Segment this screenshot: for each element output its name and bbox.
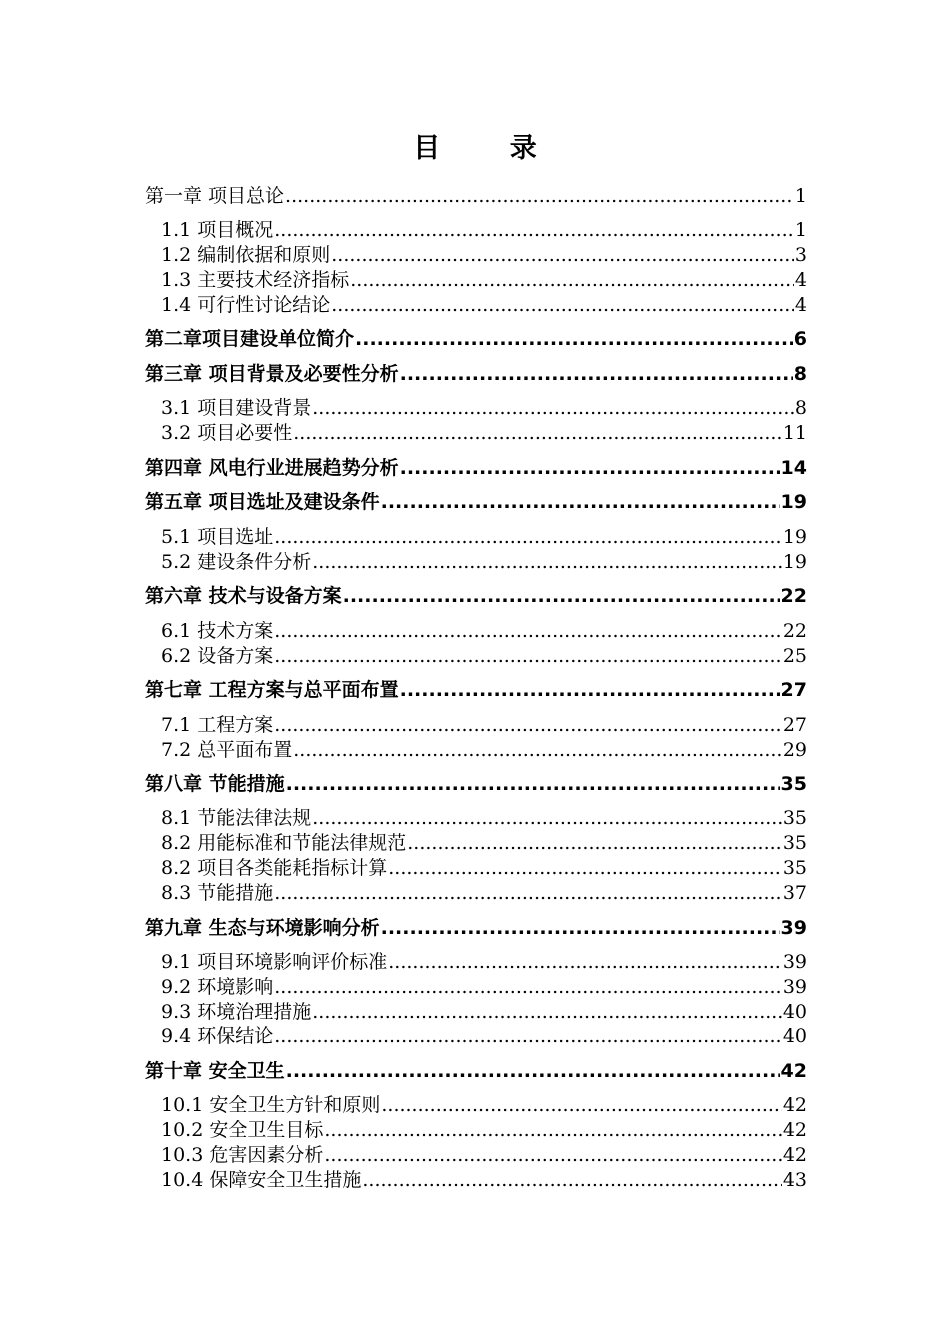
toc-page-number: 39 <box>780 917 807 939</box>
toc-section-entry[interactable] <box>161 525 807 549</box>
toc-page-number: 29 <box>782 739 807 761</box>
toc-dot-leader <box>286 1059 780 1083</box>
toc-dot-leader <box>355 327 793 351</box>
toc-section-entry[interactable] <box>161 421 807 445</box>
toc-dot-leader <box>407 831 782 855</box>
toc-dot-leader <box>324 1118 781 1142</box>
toc-page-number: 1 <box>794 185 807 207</box>
toc-entry-label: 第一章 项目总论 <box>145 185 285 207</box>
toc-page-number: 19 <box>782 551 807 573</box>
toc-chapter-entry[interactable] <box>145 584 807 608</box>
toc-chapter-entry[interactable] <box>145 456 807 480</box>
toc-dot-leader <box>312 396 794 420</box>
toc-dot-leader <box>388 856 782 880</box>
toc-dot-leader <box>324 1143 781 1167</box>
toc-page-number: 42 <box>780 1060 807 1082</box>
toc-page-number: 8 <box>794 397 807 419</box>
toc-entry-label: 5.2 建设条件分析 <box>161 551 312 573</box>
toc-section-entry[interactable] <box>161 881 807 905</box>
toc-page-number: 35 <box>782 857 807 879</box>
toc-entry-label: 9.1 项目环境影响评价标准 <box>161 951 388 973</box>
toc-page-number: 22 <box>780 585 807 607</box>
toc-chapter-entry[interactable] <box>145 678 807 702</box>
toc-section-entry[interactable] <box>161 1168 807 1192</box>
toc-dot-leader <box>331 243 794 267</box>
toc-page-number: 42 <box>782 1144 807 1166</box>
toc-dot-leader <box>274 975 782 999</box>
toc-entry-label: 3.1 项目建设背景 <box>161 397 312 419</box>
toc-page-number: 8 <box>793 363 807 385</box>
toc-dot-leader <box>285 184 794 208</box>
toc-page-number: 4 <box>794 269 807 291</box>
toc-entry-label: 8.3 节能措施 <box>161 882 274 904</box>
toc-dot-leader <box>293 421 782 445</box>
toc-dot-leader <box>274 644 782 668</box>
toc-dot-leader <box>362 1168 781 1192</box>
toc-entry-label: 10.1 安全卫生方针和原则 <box>161 1094 381 1116</box>
toc-entry-label: 1.1 项目概况 <box>161 219 274 241</box>
toc-entry-label: 8.2 项目各类能耗指标计算 <box>161 857 388 879</box>
toc-entry-label: 3.2 项目必要性 <box>161 422 293 444</box>
toc-section-entry[interactable] <box>161 806 807 830</box>
toc-section-entry[interactable] <box>161 550 807 574</box>
toc-entry-label: 6.1 技术方案 <box>161 620 274 642</box>
toc-entry-label: 第二章项目建设单位简介 <box>145 328 355 350</box>
toc-entry-label: 第九章 生态与环境影响分析 <box>145 917 380 939</box>
toc-entry-label: 第六章 技术与设备方案 <box>145 585 342 607</box>
toc-entry-label: 10.4 保障安全卫生措施 <box>161 1169 362 1191</box>
toc-dot-leader <box>286 772 780 796</box>
toc-page-number: 35 <box>780 773 807 795</box>
toc-dot-leader <box>400 362 793 386</box>
toc-dot-leader <box>312 1000 782 1024</box>
toc-dot-leader <box>400 678 780 702</box>
toc-page-number: 4 <box>794 294 807 316</box>
toc-page-number: 35 <box>782 807 807 829</box>
toc-entry-label: 1.3 主要技术经济指标 <box>161 269 350 291</box>
toc-page-number: 19 <box>780 491 807 513</box>
toc-section-entry[interactable] <box>161 1093 807 1117</box>
toc-dot-leader <box>274 1024 782 1048</box>
toc-section-entry[interactable] <box>161 1143 807 1167</box>
toc-section-entry[interactable] <box>161 619 807 643</box>
toc-dot-leader <box>274 525 782 549</box>
toc-entry-label: 6.2 设备方案 <box>161 645 274 667</box>
toc-section-entry[interactable] <box>161 856 807 880</box>
toc-page-number: 35 <box>782 832 807 854</box>
toc-entry-label: 8.1 节能法律法规 <box>161 807 312 829</box>
toc-dot-leader <box>400 456 780 480</box>
toc-section-entry[interactable] <box>161 218 807 242</box>
toc-page-number: 42 <box>782 1119 807 1141</box>
toc-page-number: 39 <box>782 976 807 998</box>
toc-section-entry[interactable] <box>161 396 807 420</box>
toc-entry-label: 7.2 总平面布置 <box>161 739 293 761</box>
toc-section-entry[interactable] <box>161 975 807 999</box>
toc-chapter-entry[interactable] <box>145 327 807 351</box>
toc-dot-leader <box>274 619 782 643</box>
toc-chapter-entry[interactable] <box>145 1059 807 1083</box>
toc-entry-label: 第八章 节能措施 <box>145 773 285 795</box>
toc-section-entry[interactable] <box>161 1024 807 1048</box>
toc-section-entry[interactable] <box>161 950 807 974</box>
toc-chapter-entry[interactable] <box>145 490 807 514</box>
toc-page-number: 40 <box>782 1025 807 1047</box>
toc-chapter-entry[interactable] <box>145 772 807 796</box>
toc-page-number: 14 <box>780 457 807 479</box>
toc-entry-label: 8.2 用能标准和节能法律规范 <box>161 832 407 854</box>
toc-entry-label: 第五章 项目选址及建设条件 <box>145 491 380 513</box>
toc-page-number: 40 <box>782 1001 807 1023</box>
toc-entry-label: 第三章 项目背景及必要性分析 <box>145 363 399 385</box>
toc-dot-leader <box>388 950 782 974</box>
toc-dot-leader <box>381 916 780 940</box>
toc-section-entry[interactable] <box>161 243 807 267</box>
toc-dot-leader <box>331 293 794 317</box>
toc-dot-leader <box>381 490 780 514</box>
toc-section-entry[interactable] <box>161 644 807 668</box>
toc-entry-label: 1.2 编制依据和原则 <box>161 244 331 266</box>
toc-entry-label: 5.1 项目选址 <box>161 526 274 548</box>
toc-page-number: 11 <box>782 422 807 444</box>
toc-page-number: 22 <box>782 620 807 642</box>
toc-entry-label: 10.3 危害因素分析 <box>161 1144 324 1166</box>
toc-entry-label: 9.4 环保结论 <box>161 1025 274 1047</box>
toc-dot-leader <box>293 738 782 762</box>
toc-chapter-entry[interactable] <box>145 916 807 940</box>
toc-page-number: 25 <box>782 645 807 667</box>
toc-page-number: 37 <box>782 882 807 904</box>
toc-dot-leader <box>350 268 794 292</box>
toc-entry-label: 1.4 可行性讨论结论 <box>161 294 331 316</box>
toc-dot-leader <box>343 584 780 608</box>
toc-entry-label: 第四章 风电行业进展趋势分析 <box>145 457 399 479</box>
toc-page-number: 1 <box>794 219 807 241</box>
toc-section-entry[interactable] <box>161 713 807 737</box>
toc-dot-leader <box>274 218 794 242</box>
toc-chapter-entry[interactable] <box>145 184 807 208</box>
toc-chapter-entry[interactable] <box>145 362 807 386</box>
toc-dot-leader <box>274 881 782 905</box>
toc-dot-leader <box>312 550 782 574</box>
toc-page-number: 19 <box>782 526 807 548</box>
toc-title: 目 录 <box>413 133 567 164</box>
toc-entry-label: 9.2 环境影响 <box>161 976 274 998</box>
toc-page-number: 6 <box>793 328 807 350</box>
toc-page-number: 27 <box>780 679 807 701</box>
toc-section-entry[interactable] <box>161 738 807 762</box>
toc-section-entry[interactable] <box>161 293 807 317</box>
toc-page-number: 43 <box>782 1169 807 1191</box>
toc-page-number: 42 <box>782 1094 807 1116</box>
toc-section-entry[interactable] <box>161 268 807 292</box>
toc-entry-label: 7.1 工程方案 <box>161 714 274 736</box>
toc-page-number: 3 <box>794 244 807 266</box>
toc-dot-leader <box>381 1093 781 1117</box>
toc-entry-label: 10.2 安全卫生目标 <box>161 1119 324 1141</box>
toc-page-number: 27 <box>782 714 807 736</box>
toc-section-entry[interactable] <box>161 1118 807 1142</box>
toc-entry-label: 第七章 工程方案与总平面布置 <box>145 679 399 701</box>
toc-page-number: 39 <box>782 951 807 973</box>
toc-section-entry[interactable] <box>161 831 807 855</box>
toc-entry-label: 9.3 环境治理措施 <box>161 1001 312 1023</box>
toc-dot-leader <box>312 806 782 830</box>
toc-entry-label: 第十章 安全卫生 <box>145 1060 285 1082</box>
toc-dot-leader <box>274 713 782 737</box>
toc-section-entry[interactable] <box>161 1000 807 1024</box>
